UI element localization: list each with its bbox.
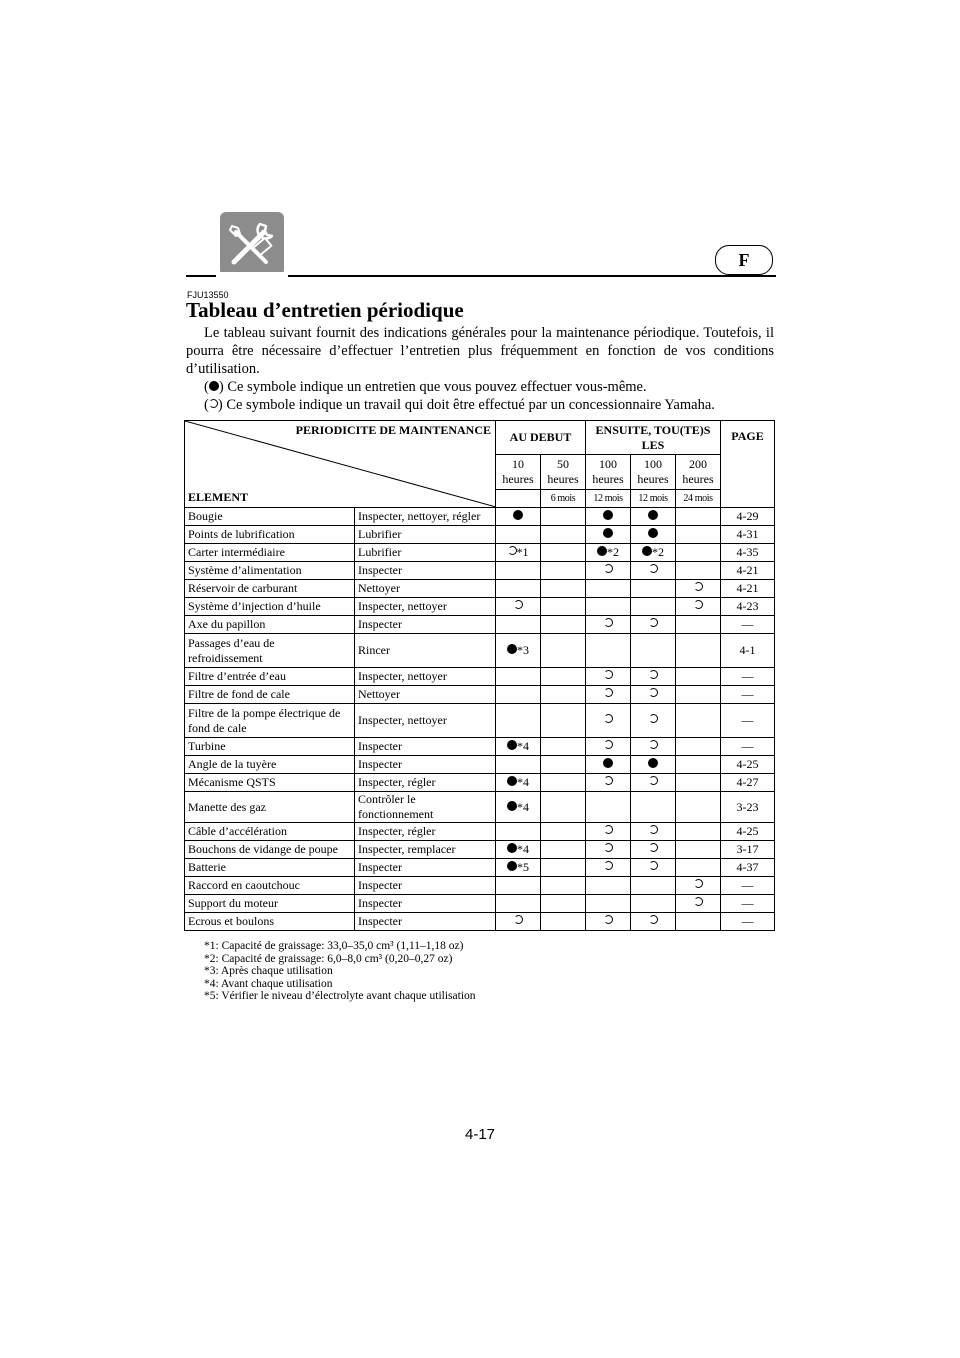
intro-paragraph: Le tableau suivant fournit des indications générales pour la maintenance périodique. Toutefois, il pourra être nécessaire d’effectuer l’entretien plus fréquemment en fonction de vos conditions d’utilisation. [186,325,774,377]
row-page: 4-21 [721,562,775,580]
row-item: Bouchons de vidange de poupe [185,841,355,859]
row-mark [586,562,631,580]
footnote: *2: Capacité de graissage: 6,0–8,0 cm³ (0,20–0,27 oz) [204,952,453,965]
row-mark [631,823,676,841]
row-mark [586,668,631,686]
row-mark [586,823,631,841]
row-page: 4-27 [721,774,775,792]
row-mark [631,686,676,704]
row-mark [586,526,631,544]
open-circle-icon [649,740,658,749]
row-page: 4-31 [721,526,775,544]
row-item: Filtre de fond de cale [185,686,355,704]
row-mark [631,792,676,823]
row-item: Filtre d’entrée d’eau [185,668,355,686]
legend-filled-text: Ce symbole indique un entretien que vous pouvez effectuer vous-même. [227,379,647,395]
mark-note: *4 [517,799,529,814]
open-circle-icon [604,740,613,749]
interval-header: 200 heures [676,455,721,489]
row-mark [631,598,676,616]
table-body [185,508,775,931]
row-mark [676,859,721,877]
row-item: Carter intermédiaire [185,544,355,562]
row-mark [586,913,631,931]
row-page: — [721,913,775,931]
row-mark [676,792,721,823]
filled-circle-icon [597,546,607,556]
row-page: 3-17 [721,841,775,859]
row-mark [496,823,541,841]
row-mark [586,598,631,616]
row-mark [631,738,676,756]
first-header: AU DEBUT [496,421,586,455]
footnote: *1: Capacité de graissage: 33,0–35,0 cm³ (1,11–1,18 oz) [204,940,464,952]
open-circle-icon [604,776,613,785]
row-mark [586,877,631,895]
row-mark [631,841,676,859]
row-mark [496,668,541,686]
row-mark [676,526,721,544]
row-mark [631,859,676,877]
row-item: Câble d’accélération [185,823,355,841]
row-mark [496,774,541,792]
table-row [185,704,775,738]
row-mark [676,580,721,598]
row-mark [496,598,541,616]
open-circle-icon [604,618,613,627]
row-item: Angle de la tuyère [185,756,355,774]
row-mark [586,859,631,877]
table-corner-header [185,421,496,508]
row-mark [496,895,541,913]
row-action: Inspecter, remplacer [355,841,496,859]
row-mark [496,859,541,877]
row-page: 4-29 [721,508,775,526]
row-mark [541,686,586,704]
month-header: 12 mois [631,489,676,507]
row-mark [631,913,676,931]
interval-header: 100 heures [631,455,676,489]
row-page: — [721,686,775,704]
row-mark [676,598,721,616]
row-mark [541,668,586,686]
open-circle-icon [604,915,613,924]
row-item: Filtre de la pompe électrique de fond de cale [185,704,355,738]
then-header: ENSUITE, TOU(TE)S LES [586,421,721,455]
table-row [185,580,775,598]
row-item: Système d’injection d’huile [185,598,355,616]
row-action: Rincer [355,634,496,668]
filled-circle-icon [507,801,517,811]
row-mark [541,616,586,634]
row-item: Réservoir de carburant [185,580,355,598]
row-action: Inspecter, nettoyer [355,598,496,616]
row-action: Lubrifier [355,526,496,544]
open-circle-icon [649,915,658,924]
open-circle-icon [508,546,517,555]
row-mark [496,508,541,526]
table-row [185,508,775,526]
filled-circle-icon [507,861,517,871]
row-item: Système d’alimentation [185,562,355,580]
row-action: Inspecter, régler [355,774,496,792]
table-row [185,913,775,931]
row-action: Inspecter [355,756,496,774]
row-page: 4-23 [721,598,775,616]
open-circle-icon [514,600,523,609]
table-row [185,841,775,859]
row-action: Lubrifier [355,544,496,562]
row-action: Inspecter, nettoyer [355,704,496,738]
row-mark [541,841,586,859]
open-circle-icon [649,714,658,723]
row-mark [631,895,676,913]
interval-header: 10 heures [496,455,541,489]
row-page: — [721,668,775,686]
row-item: Raccord en caoutchouc [185,877,355,895]
row-page: 4-1 [721,634,775,668]
row-mark [496,562,541,580]
row-mark [496,616,541,634]
row-item: Passages d’eau de refroidissement [185,634,355,668]
row-mark [631,774,676,792]
row-mark [586,686,631,704]
row-item: Points de lubrification [185,526,355,544]
row-mark [631,877,676,895]
row-action: Inspecter [355,616,496,634]
filled-circle-icon [507,740,517,750]
row-mark [676,508,721,526]
row-mark [541,895,586,913]
row-action: Contrôler le fonctionnement [355,792,496,823]
row-action: Inspecter, régler [355,823,496,841]
row-mark [541,562,586,580]
row-action: Inspecter [355,859,496,877]
row-mark [676,704,721,738]
filled-circle-icon [603,510,613,520]
table-row [185,792,775,823]
row-mark [631,544,676,562]
mark-note: *4 [517,842,529,856]
row-action: Inspecter [355,562,496,580]
row-mark [496,704,541,738]
table-row [185,686,775,704]
open-circle-icon [649,825,658,834]
row-item: Batterie [185,859,355,877]
row-mark [541,508,586,526]
row-page: 4-37 [721,859,775,877]
mark-note: *1 [516,545,529,559]
row-mark [586,616,631,634]
row-mark [541,913,586,931]
table-row [185,859,775,877]
maintenance-tools-icon [220,212,284,276]
legend-ring: ( ) Ce symbole indique un travail qui doit être effectué par un concessionnaire Yamaha. [204,397,715,413]
row-mark [496,756,541,774]
row-mark [586,756,631,774]
open-circle-icon [604,861,613,870]
month-header: 12 mois [586,489,631,507]
row-mark [631,634,676,668]
row-page: 4-25 [721,756,775,774]
row-mark [541,823,586,841]
open-circle-icon [604,670,613,679]
row-mark [586,580,631,598]
row-action: Inspecter, nettoyer [355,668,496,686]
row-action: Inspecter [355,877,496,895]
row-mark [496,738,541,756]
open-circle-icon [604,564,613,573]
row-mark [541,877,586,895]
month-header: 24 mois [676,489,721,507]
language-badge: F [715,245,773,275]
row-mark [541,634,586,668]
row-item: Ecrous et boulons [185,913,355,931]
month-header-empty [496,489,541,507]
row-mark [676,668,721,686]
row-action: Nettoyer [355,580,496,598]
open-circle-icon [604,825,613,834]
filled-circle-icon [603,758,613,768]
row-mark [676,877,721,895]
row-item: Axe du papillon [185,616,355,634]
interval-header: 100 heures [586,455,631,489]
row-mark [496,526,541,544]
row-mark [541,598,586,616]
row-mark [676,913,721,931]
row-mark [631,562,676,580]
page-header: PAGE [721,421,775,508]
mark-note: *4 [517,739,529,753]
row-mark [541,774,586,792]
mark-note: *4 [517,775,529,789]
open-circle-icon [694,600,703,609]
filled-circle-icon [513,510,523,520]
footnote: *4: Avant chaque utilisation [204,977,333,990]
open-circle-icon [604,843,613,852]
table-row [185,895,775,913]
row-mark [496,877,541,895]
row-mark [631,704,676,738]
row-action: Inspecter [355,913,496,931]
filled-circle-icon [209,381,219,391]
row-action: Nettoyer [355,686,496,704]
filled-circle-icon [603,528,613,538]
row-mark [676,562,721,580]
row-mark [676,774,721,792]
row-mark [586,774,631,792]
table-row [185,598,775,616]
open-circle-icon [694,897,703,906]
open-circle-icon [649,564,658,573]
row-page: 4-21 [721,580,775,598]
table-row [185,756,775,774]
open-circle-icon [649,861,658,870]
legend-filled: ( ) Ce symbole indique un entretien que vous pouvez effectuer vous-même. [204,379,647,395]
table-row [185,877,775,895]
row-mark [496,580,541,598]
row-mark [676,895,721,913]
table-row [185,616,775,634]
open-circle-icon [694,879,703,888]
table-row [185,562,775,580]
row-page: — [721,704,775,738]
open-circle-icon [649,688,658,697]
open-circle-icon [604,688,613,697]
row-mark [541,580,586,598]
row-mark [676,634,721,668]
footnote: *5: Vérifier le niveau d’électrolyte avant chaque utilisation [204,990,476,1002]
row-mark [541,544,586,562]
row-mark [541,859,586,877]
row-page: — [721,738,775,756]
open-circle-icon [649,843,658,852]
row-mark [586,704,631,738]
maintenance-table [184,420,775,931]
row-mark [541,704,586,738]
row-mark [676,544,721,562]
row-mark [631,756,676,774]
row-mark [586,792,631,823]
row-item: Mécanisme QSTS [185,774,355,792]
mark-note: *2 [607,545,619,559]
section-code: FJU13550 [187,290,229,300]
open-circle-icon [604,714,613,723]
footnote: *3: Après chaque utilisation [204,965,333,977]
row-mark [541,756,586,774]
row-mark [496,634,541,668]
row-mark [676,841,721,859]
row-item: Support du moteur [185,895,355,913]
table-row [185,823,775,841]
row-mark [496,841,541,859]
row-mark [586,508,631,526]
row-mark [541,526,586,544]
row-mark [676,756,721,774]
table-row [185,738,775,756]
row-mark [496,544,541,562]
row-action: Inspecter [355,895,496,913]
open-circle-icon [694,582,703,591]
filled-circle-icon [648,758,658,768]
row-mark [676,686,721,704]
filled-circle-icon [648,528,658,538]
open-circle-icon [209,399,218,408]
row-mark [631,526,676,544]
row-page: — [721,877,775,895]
row-mark [631,616,676,634]
row-mark [496,686,541,704]
table-row [185,544,775,562]
mark-note: *2 [652,545,664,559]
period-header: PERIODICITE DE MAINTENANCE [295,423,491,437]
interval-header: 50 heures [541,455,586,489]
mark-note: *3 [517,643,529,657]
row-mark [631,508,676,526]
row-page: 4-25 [721,823,775,841]
legend-ring-text: Ce symbole indique un travail qui doit être effectué par un concessionnaire Yamaha. [226,397,715,413]
mark-note: *5 [517,860,529,874]
table-row [185,774,775,792]
filled-circle-icon [507,843,517,853]
row-page: 4-35 [721,544,775,562]
row-mark [496,913,541,931]
open-circle-icon [649,776,658,785]
page-title: Tableau d’entretien périodique [186,298,464,322]
row-mark [541,738,586,756]
header-rule-gap [216,272,288,280]
row-mark [586,738,631,756]
row-mark [676,616,721,634]
row-mark [631,580,676,598]
month-header: 6 mois [541,489,586,507]
filled-circle-icon [507,776,517,786]
row-page: — [721,895,775,913]
row-item: Turbine [185,738,355,756]
row-mark [676,738,721,756]
row-item: Bougie [185,508,355,526]
row-page: 3-23 [721,792,775,823]
row-mark [631,668,676,686]
open-circle-icon [514,915,523,924]
row-mark [586,841,631,859]
open-circle-icon [649,670,658,679]
row-mark [676,823,721,841]
filled-circle-icon [507,644,517,654]
table-row [185,668,775,686]
table-row [185,634,775,668]
page-number: 4-17 [464,1126,496,1143]
table-row [185,526,775,544]
row-action: Inspecter [355,738,496,756]
row-page: — [721,616,775,634]
footnotes [204,940,476,1003]
row-action: Inspecter, nettoyer, régler [355,508,496,526]
row-mark [586,544,631,562]
element-header: ELEMENT [188,490,249,504]
row-mark [586,895,631,913]
row-mark [586,634,631,668]
row-mark [496,792,541,823]
row-item: Manette des gaz [185,792,355,823]
filled-circle-icon [642,546,652,556]
open-circle-icon [649,618,658,627]
filled-circle-icon [648,510,658,520]
row-mark [541,792,586,823]
